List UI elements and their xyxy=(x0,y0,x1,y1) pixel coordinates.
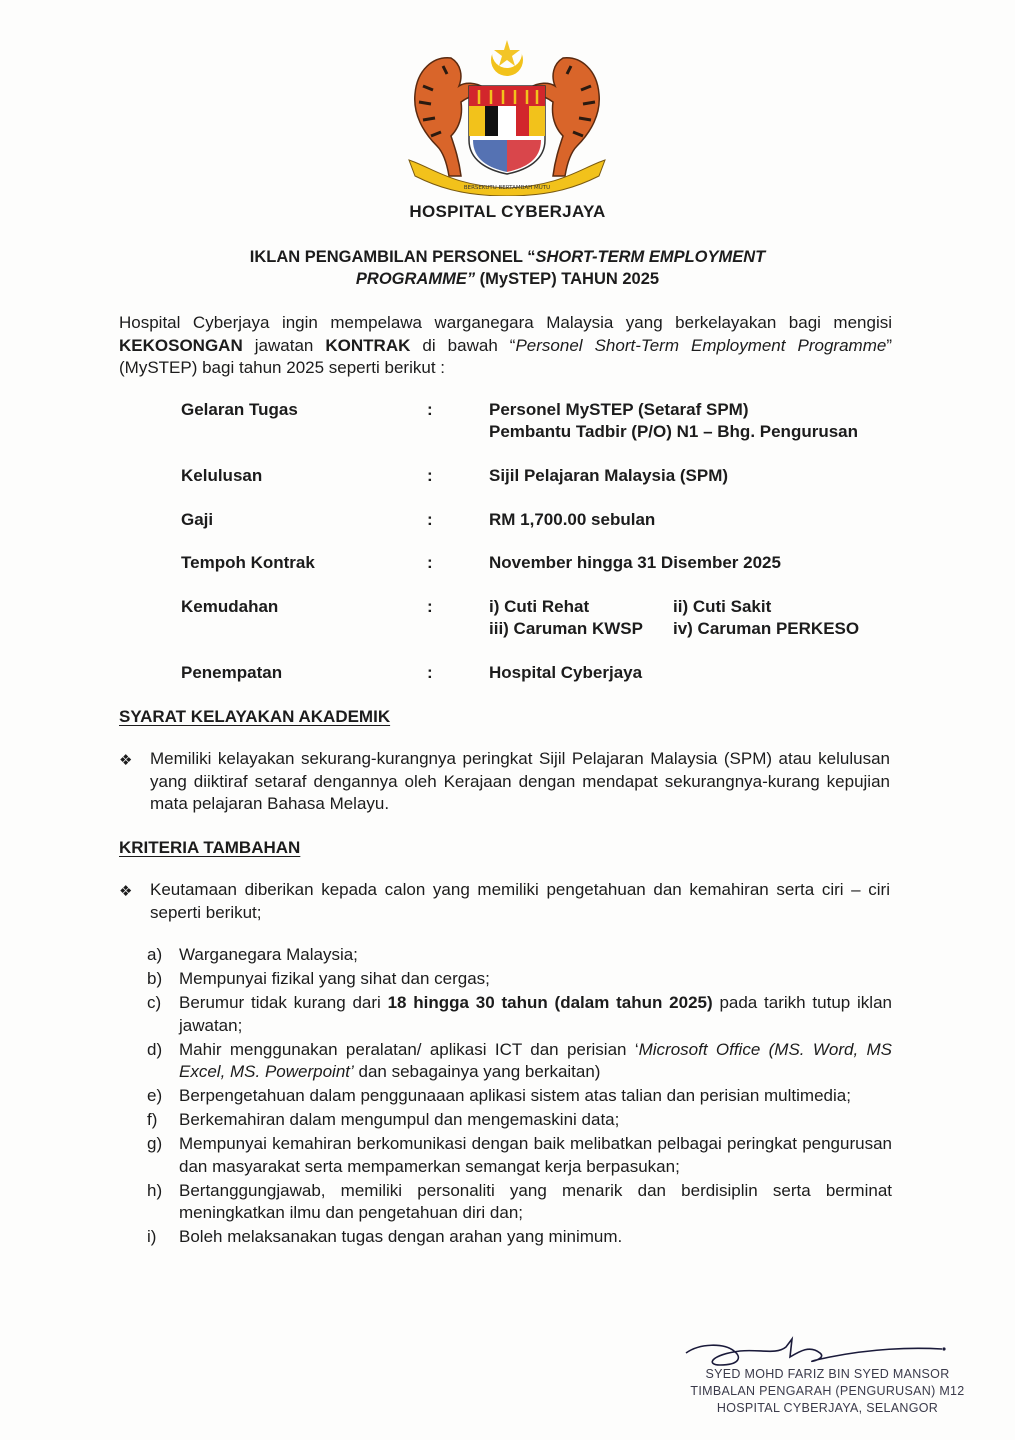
crescent-star-icon xyxy=(491,38,523,76)
benefit-item: iii) Caruman KWSP xyxy=(489,619,643,638)
signature-block xyxy=(655,1366,1000,1417)
detail-value: RM 1,700.00 sebulan xyxy=(489,510,656,529)
svg-text:BERSEKUTU BERTAMBAH MUTU: BERSEKUTU BERTAMBAH MUTU xyxy=(463,185,551,191)
list-item: a) Warganegara Malaysia; xyxy=(147,945,358,964)
list-item: b) Mempunyai fizikal yang sihat dan cergas; xyxy=(147,969,490,988)
detail-value: Personel MySTEP (Setaraf SPM) Pembantu Tadbir (P/O) N1 – Bhg. Pengurusan xyxy=(489,400,859,441)
intro-paragraph: Hospital Cyberjaya ingin mempelawa warganegara Malaysia yang berkelayakan bagi mengisi KEKOSONGAN jawatan KONTRAK di bawah “Personel Short-Term Employment Programme” (MySTEP) bagi tahun 2025 seperti berikut : xyxy=(119,313,892,377)
list-item: g) Mempunyai kemahiran berkomunikasi dengan baik melibatkan pelbagai peringkat pengurusan dan masyarakat serta mempamerkan semangat kerja berpasukan; xyxy=(147,1134,892,1176)
detail-label: Gaji xyxy=(181,510,214,529)
detail-label: Tempoh Kontrak xyxy=(181,553,315,572)
benefit-item: iv) Caruman PERKESO xyxy=(673,619,860,638)
additional-criteria-heading: KRITERIA TAMBAHAN xyxy=(119,838,301,857)
coat-of-arms-icon xyxy=(403,36,611,196)
diamond-bullet-icon: ❖ xyxy=(119,883,133,900)
detail-label: Gelaran Tugas xyxy=(181,400,298,419)
detail-value: Hospital Cyberjaya xyxy=(489,663,643,682)
diamond-bullet-icon: ❖ xyxy=(119,752,133,769)
detail-value: Sijil Pelajaran Malaysia (SPM) xyxy=(489,466,729,485)
criteria-intro-text: Keutamaan diberikan kepada calon yang memiliki pengetahuan dan kemahiran serta ciri – ciri seperti berikut; xyxy=(150,880,890,922)
hospital-name: HOSPITAL CYBERJAYA xyxy=(409,202,606,221)
signatory-position: TIMBALAN PENGARAH (PENGURUSAN) M12 xyxy=(690,1384,965,1398)
detail-label: Kelulusan xyxy=(181,466,263,485)
list-item: d) Mahir menggunakan peralatan/ aplikasi ICT dan perisian ‘Microsoft Office (MS. Word, MS Excel, MS. Powerpoint’ dan sebagainya yang berkaitan) xyxy=(147,1039,892,1081)
list-item: e) Berpengetahuan dalam penggunaaan aplikasi sistem atas talian dan perisian multimedia; xyxy=(147,1086,851,1105)
benefit-item: i) Cuti Rehat xyxy=(489,597,590,616)
signatory-name: SYED MOHD FARIZ BIN SYED MANSOR xyxy=(705,1367,950,1381)
list-item: h) Bertanggungjawab, memiliki personaliti yang menarik dan berdisiplin serta berminat meningkatkan ilmu dan pengetahuan diri dan; xyxy=(147,1180,892,1222)
detail-label: Penempatan xyxy=(181,663,283,682)
detail-label: Kemudahan xyxy=(181,597,279,616)
list-item: i) Boleh melaksanakan tugas dengan arahan yang minimum. xyxy=(147,1227,623,1246)
advertisement-title: IKLAN PENGAMBILAN PERSONEL “SHORT-TERM EMPLOYMENT PROGRAMME” (MySTEP) TAHUN 2025 xyxy=(249,248,766,288)
academic-requirement-text: Memiliki kelayakan sekurang-kurangnya peringkat Sijil Pelajaran Malaysia (SPM) atau kelulusan yang diiktiraf setaraf dengannya oleh Kerajaan dengan mendapat sekurangnya-kurang kepujian mata pelajaran Bahasa Melayu. xyxy=(150,749,890,813)
detail-row-benefits: Kemudahan : i) Cuti Rehat ii) Cuti Sakit iii) Caruman KWSP iv) Caruman PERKESO xyxy=(181,597,860,638)
shield-icon xyxy=(469,86,545,174)
list-item: c) Berumur tidak kurang dari 18 hingga 30 tahun (dalam tahun 2025) pada tarikh tutup iklan jawatan; xyxy=(147,993,892,1035)
list-item: f) Berkemahiran dalam mengumpul dan mengemaskini data; xyxy=(147,1110,620,1129)
academic-requirements-heading: SYARAT KELAYAKAN AKADEMIK xyxy=(119,707,391,726)
signatory-organization: HOSPITAL CYBERJAYA, SELANGOR xyxy=(716,1401,939,1415)
benefit-item: ii) Cuti Sakit xyxy=(673,597,772,616)
detail-value: November hingga 31 Disember 2025 xyxy=(489,553,781,572)
criteria-list xyxy=(147,944,892,1250)
